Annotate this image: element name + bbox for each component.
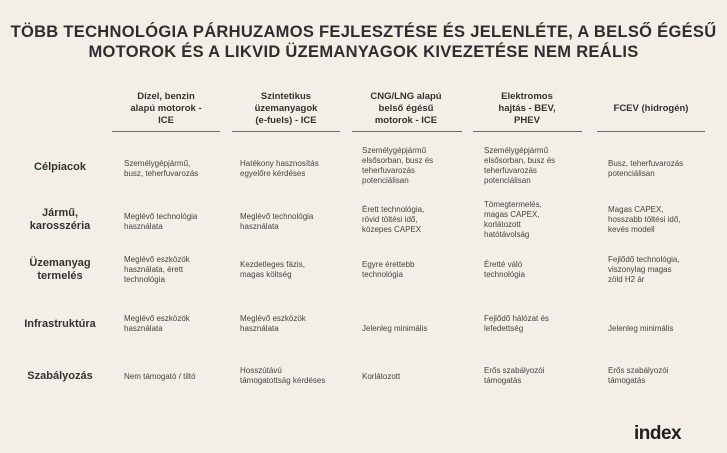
text-line: Hatékony hasznosítás	[240, 159, 319, 168]
table-cell	[484, 200, 578, 240]
row-header	[10, 207, 110, 233]
text-line: Erős szabályozói	[608, 366, 669, 375]
table-cell	[124, 314, 218, 334]
text-line: Személygépjármű	[362, 146, 427, 155]
text-line: busz, teherfuvarozás	[124, 169, 199, 178]
text-line: Kezdetleges fázis,	[240, 260, 305, 269]
text-line: belső égésű	[378, 103, 434, 114]
table-cell	[240, 260, 334, 280]
text-line: PHEV	[514, 115, 540, 126]
text-line: Magas CAPEX,	[608, 205, 664, 214]
column-header	[473, 90, 581, 128]
table-cell	[124, 372, 218, 382]
row-header	[10, 370, 110, 383]
column-header	[597, 90, 705, 128]
text-line: (e-fuels) - ICE	[255, 115, 317, 126]
table-cell	[124, 159, 218, 179]
text-line: karosszéria	[29, 220, 91, 232]
text-line: elsősorban, busz és	[362, 156, 434, 165]
text-line: használata	[240, 324, 279, 333]
table-cell	[484, 146, 578, 186]
text-line: Meglévő eszközök	[124, 255, 190, 264]
text-line: technológia	[362, 270, 403, 279]
text-line: Meglévő technológia	[240, 212, 314, 221]
text-line: Jelenleg minimális	[362, 324, 428, 333]
text-line: viszonylag magas	[608, 265, 672, 274]
text-line: elsősorban, busz és	[484, 156, 556, 165]
text-line: potenciálisan	[484, 176, 531, 185]
table-cell	[608, 159, 702, 179]
text-line: használata, érett	[124, 265, 184, 274]
text-line: termelés	[37, 270, 83, 282]
column-divider	[597, 131, 705, 132]
text-line: közepes CAPEX	[362, 225, 422, 234]
text-line: Személygépjármű,	[124, 159, 191, 168]
text-line: támogatás	[484, 376, 522, 385]
text-line: hatótávolság	[484, 230, 530, 239]
text-line: Éretté váló	[484, 260, 523, 269]
text-line: Meglévő eszközök	[124, 314, 190, 323]
table-cell	[362, 324, 456, 334]
table-cell	[362, 260, 456, 280]
table-cell	[608, 324, 702, 334]
text-line: ICE	[158, 115, 174, 126]
table-cell	[362, 146, 456, 186]
text-line: Érett technológia,	[362, 205, 425, 214]
text-line: CNG/LNG alapú	[370, 91, 442, 102]
text-line: magas költség	[240, 270, 292, 279]
table-cell	[484, 314, 578, 334]
row-header	[10, 161, 110, 174]
text-line: Jármű,	[41, 207, 79, 219]
table-cell	[240, 314, 334, 334]
text-line: Busz, teherfuvarozás	[608, 159, 684, 168]
table-cell	[240, 212, 334, 232]
text-line: zöld H2 ár	[608, 275, 645, 284]
text-line: FCEV (hidrogén)	[613, 103, 689, 114]
column-divider	[473, 131, 582, 132]
table-cell	[240, 159, 334, 179]
text-line: Erős szabályozói	[484, 366, 545, 375]
column-header	[352, 90, 460, 128]
column-header	[232, 90, 340, 128]
text-line: potenciálisan	[608, 169, 655, 178]
table-cell	[608, 255, 702, 285]
text-line: Egyre érettebb	[362, 260, 415, 269]
text-line: Hosszútávú	[240, 366, 282, 375]
table-cell	[240, 366, 334, 386]
text-line: alapú motorok -	[130, 103, 202, 114]
text-line: egyelőre kérdéses	[240, 169, 306, 178]
column-divider	[352, 131, 462, 132]
row-header	[10, 257, 110, 283]
index-logo: index	[634, 423, 682, 444]
table-cell	[124, 212, 218, 232]
text-line: technológia	[124, 275, 165, 284]
table-cell	[608, 366, 702, 386]
text-line: technológia	[484, 270, 525, 279]
column-divider	[232, 131, 340, 132]
text-line: kevés modell	[608, 225, 655, 234]
text-line: potenciálisan	[362, 176, 409, 185]
text-line: Korlátozott	[362, 372, 401, 381]
text-line: használata	[240, 222, 279, 231]
title-line-1: TÖBB TECHNOLÓGIA PÁRHUZAMOS FEJLESZTÉSE ÉS JELENLÉTE, A BELSŐ ÉGÉSŰ	[10, 23, 717, 41]
text-line: teherfuvarozás	[484, 166, 537, 175]
table-cell	[484, 366, 578, 386]
table-cell	[362, 372, 456, 382]
text-line: támogatás	[608, 376, 646, 385]
text-line: használata	[124, 324, 163, 333]
table-cell	[608, 205, 702, 235]
column-divider	[112, 131, 220, 132]
text-line: Szintetikus	[260, 91, 312, 102]
text-line: üzemanyagok	[254, 103, 318, 114]
table-cell	[362, 205, 456, 235]
table-cell	[484, 260, 578, 280]
table-cell	[124, 255, 218, 285]
text-line: támogatottság kérdéses	[240, 376, 326, 385]
row-header	[10, 318, 110, 331]
text-line: Fejlődő technológia,	[608, 255, 680, 264]
text-line: Elektromos	[501, 91, 553, 102]
text-line: Dízel, benzin	[137, 91, 195, 102]
page-title	[0, 22, 727, 62]
text-line: korlátozott	[484, 220, 521, 229]
text-line: Infrastruktúra	[24, 318, 96, 330]
title-line-2: MOTOROK ÉS A LIKVID ÜZEMANYAGOK KIVEZETÉSE NEM REÁLIS	[88, 43, 639, 61]
text-line: Üzemanyag	[29, 257, 91, 269]
text-line: Meglévő eszközök	[240, 314, 306, 323]
text-line: Nem támogató / tiltó	[124, 372, 196, 381]
text-line: használata	[124, 222, 163, 231]
text-line: teherfuvarozás	[362, 166, 415, 175]
text-line: Jelenleg minimális	[608, 324, 674, 333]
text-line: hajtás - BEV,	[498, 103, 556, 114]
text-line: rövid töltési idő,	[362, 215, 418, 224]
text-line: Fejlődő hálózat és	[484, 314, 549, 323]
text-line: hosszabb töltési idő,	[608, 215, 681, 224]
text-line: Meglévő technológia	[124, 212, 198, 221]
text-line: motorok - ICE	[374, 115, 438, 126]
text-line: Személygépjármű	[484, 146, 549, 155]
text-line: Célpiacok	[34, 161, 86, 173]
text-line: Szabályozás	[27, 370, 93, 382]
column-header	[112, 90, 220, 128]
text-line: Tömegtermelés,	[484, 200, 542, 209]
text-line: magas CAPEX,	[484, 210, 540, 219]
text-line: lefedettség	[484, 324, 524, 333]
